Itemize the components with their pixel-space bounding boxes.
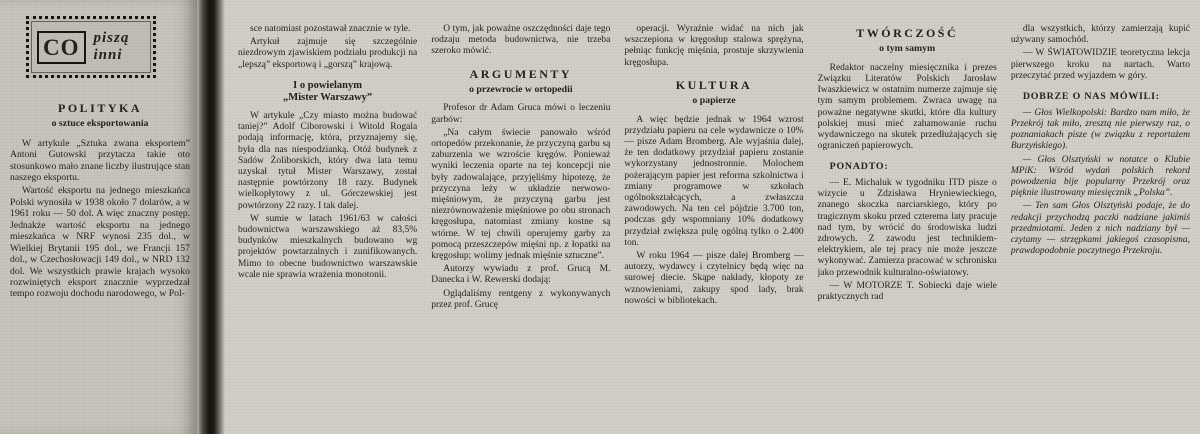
list-heading-dobrze-o-nas-mowili: DOBRZE O NAS MÓWILI: xyxy=(1022,91,1160,103)
article-heading-line1: I o powielanym xyxy=(293,79,363,91)
list-heading-ponadto: PONADTO: xyxy=(829,161,889,173)
section-subheading-kultura: o papierze xyxy=(692,94,736,106)
paragraph: Profesor dr Adam Gruca mówi o leczeniu garbów: xyxy=(431,103,611,125)
paragraph: Artykuł zajmuje się szczególnie niezdrowym zjawiskiem podziału produkcji na „lepszą” eksportową i „gorszą” krajową. xyxy=(238,37,418,70)
paragraph: sce natomiast pozostawał znacznie w tyle. xyxy=(250,24,411,34)
column-polityka xyxy=(10,92,190,302)
paragraph: — Głos Olsztyński w notatce o Klubie MPiK: Wśród wydań polskich rekord powodzenia bije popularny Przekrój oraz pięknie ilustrowany miesięcznik „Polska”. xyxy=(1010,154,1191,199)
section-subheading-polityka: o sztuce eksportowania xyxy=(51,118,149,130)
main-page xyxy=(225,0,1200,434)
section-heading-tworczosc: TWÓRCZOŚĆ xyxy=(856,26,959,40)
logo-word-inni: inni xyxy=(93,47,123,63)
paragraph: „Na całym świecie panowało wśród ortopedów przekonanie, że przyczyną garbu są zaburzenia we wzroście kręgów. Ponieważ wyniki leczenia oparte na tej koncepcji nie były zadowalające, przyjęliśmy hipotezę, że przyczyna leży w układzie nerwowo-mięśniowym, że przyczyną garbu jest niezrównoważenie mięśniowe po obu stronach kręgosłupa, natomiast zmiany kostne są wtórne. W tej chwili operujemy garby za pomocą przeszczepów mięśni np. z łopatki na kręgosłup; wolimy jednak mięśnie sztuczne”. xyxy=(431,127,611,261)
column-dobrze-o-nas xyxy=(1011,24,1190,428)
paragraph: Wartość eksportu na jednego mieszkańca Polski wynosiła w 1938 około 7 dolarów, a w 1961 roku — 50 dol. A więc znaczny postęp. Jednakże wartość eksportu na jednego mieszkańca w NRF wynosi 235 dol., w Wielkiej Brytanii 195 dol., we Francji 157 dol., w Czechosłowacji 149 dol., w NRD 132 dol. We wszystkich prawie krajach wysoko rozwiniętych eksport znacznie wyprzedzał tempo rozwoju dochodu narodowego, w Pol- xyxy=(10,185,190,300)
paragraph: — Ten sam Głos Olsztyński podaje, że do redakcji przychodzą paczki nadziane jakimiś przedmiotami. Jeden z nich nadziany był — czytamy — strzępkami jakiegoś czasopisma, prawdopodobnie poczytnego Przekroju. xyxy=(1010,201,1191,257)
paragraph: W sumie w latach 1961/63 w całości budownictwa warszawskiego aż 83,5% budynków mieszkalnych budowano wg projektów powtarzalnych i zunifikowanych. Mimo to obecne budownictwo warszawskie wcale nie sprawia wrażenia monotonii. xyxy=(238,213,418,280)
column-argumenty xyxy=(431,24,610,428)
logo-wordmark xyxy=(94,31,130,63)
paragraph: W roku 1964 — pisze dalej Bromberg — autorzy, wydawcy i czytelnicy będą więc na surowej diecie. Skąpe nakłady, kłopoty ze wznowieniami, zakupy spod lady, brak nowości w bibliotekach. xyxy=(624,250,804,306)
left-page-fragment xyxy=(0,0,197,434)
article-heading-line2: „Mister Warszawy” xyxy=(283,92,373,104)
column-mister-warszawy xyxy=(238,24,417,428)
column-tworczosc xyxy=(818,24,997,428)
co-pisza-inni-logo xyxy=(26,16,156,78)
paragraph: Redaktor naczelny miesięcznika i prezes Związku Literatów Polskich Jarosław Iwaszkiewicz w ostatnim numerze zajmuje się tym samym problemem. Zwraca uwagę na poważne negatywne skutki, które dla kultury polskiej musi mieć zahamowanie ruchu wydawniczego na skutek przedłużających się ograniczeń papierowych. xyxy=(817,62,997,152)
paragraph: A więc będzie jednak w 1964 wzrost przydziału papieru na cele wydawnicze o 10% — pisze Adam Bromberg. Ale wyjaśnia dalej, że ten dodatkowy przydział papieru zostanie wykorzystany jednostronnie. Molochem pożerającym papier jest reforma szkolnictwa i zmiany programowe w szkołach ogólnokształcących, a zwłaszcza zawodowych. Na ten cel pójdzie 3.700 ton, podczas gdy wspomniany 10% dodatkowy przydział zwiększa pulę ogólną tylko o 2.400 ton. xyxy=(624,114,804,248)
section-heading-kultura: KULTURA xyxy=(675,77,753,92)
paragraph: O tym, jak poważne oszczędności daje tego rodzaju metoda budownictwa, nie trzeba szeroko mówić. xyxy=(431,24,611,57)
paragraph: dla wszystkich, którzy zamierzają kupić używany samochód. xyxy=(1010,24,1191,46)
paragraph: Autorzy wywiadu z prof. Grucą M. Danecka i W. Rewerski dodają: xyxy=(431,264,611,286)
section-heading-argumenty: ARGUMENTY xyxy=(469,66,573,81)
paragraph: — Głos Wielkopolski: Bardzo nam miło, że Przekrój tak miło, zresztą nie pierwszy raz, o poznaniakach pisze (w związku z reportażem Burzyńskiego). xyxy=(1010,107,1191,152)
paragraph: — W ŚWIATOWIDZIE teoretyczna lekcja pierwszego kroku na nartach. Warto przeczytać przed wyjazdem w góry. xyxy=(1010,48,1191,81)
logo-word-pisza: piszą xyxy=(93,30,130,46)
paragraph: W artykule „Sztuka zwana eksportem” Antoni Gutowski przytacza takie oto stosunkowo mało znane liczby ilustrujące stan naszego eksportu. xyxy=(10,137,190,184)
logo-co-mark: CO xyxy=(37,31,86,64)
paragraph: — W MOTORZE T. Sobiecki daje wiele praktycznych rad xyxy=(817,280,997,303)
paragraph: Oglądaliśmy rentgeny z wykonywanych przez prof. Grucę xyxy=(431,288,611,310)
section-subheading-argumenty: o przewrocie w ortopedii xyxy=(469,83,573,95)
paragraph: W artykule „Czy miasto można budować taniej?” Adolf Ciborowski i Witold Rogala podają informację, która, przyznajemy się, była dla nas niespodzianką. Otóż budynek z Sadów Żoliborskich, który dwa lata temu uzyskał tytuł Mister Warszawy, został następnie powtórzony 18 razy. Budynek wielkopłytowy z ul. Górczewskiej jest powtórzony 22 razy. I tak dalej. xyxy=(238,111,418,211)
paragraph: — E. Michaluk w tygodniku ITD pisze o wizycie u Zdzisława Hryniewieckiego, znanego skoczka narciarskiego, który po tragicznym skoku przed czterema laty pracuje nad tym, by wrócić do środowiska ludzi zdrowych. Z zawodu jest technikiem-elektrykiem, ale tej pracy nie może jeszcze wykonywać. Zamierza pracować w schronisku jako przewodnik kulturalno-oświatowy. xyxy=(817,178,997,278)
section-heading-polityka: POLITYKA xyxy=(57,101,142,115)
paragraph: operacji. Wyraźnie widać na nich jak wszczepiona w kręgosłup stalowa sprężyna, pełniąc funkcję mięśnia, prostuje skrzywienia kręgosłupa. xyxy=(624,24,804,68)
column-kultura xyxy=(624,24,803,428)
section-subheading-tworczosc: o tym samym xyxy=(879,43,936,55)
page-fold-shadow xyxy=(197,0,225,434)
